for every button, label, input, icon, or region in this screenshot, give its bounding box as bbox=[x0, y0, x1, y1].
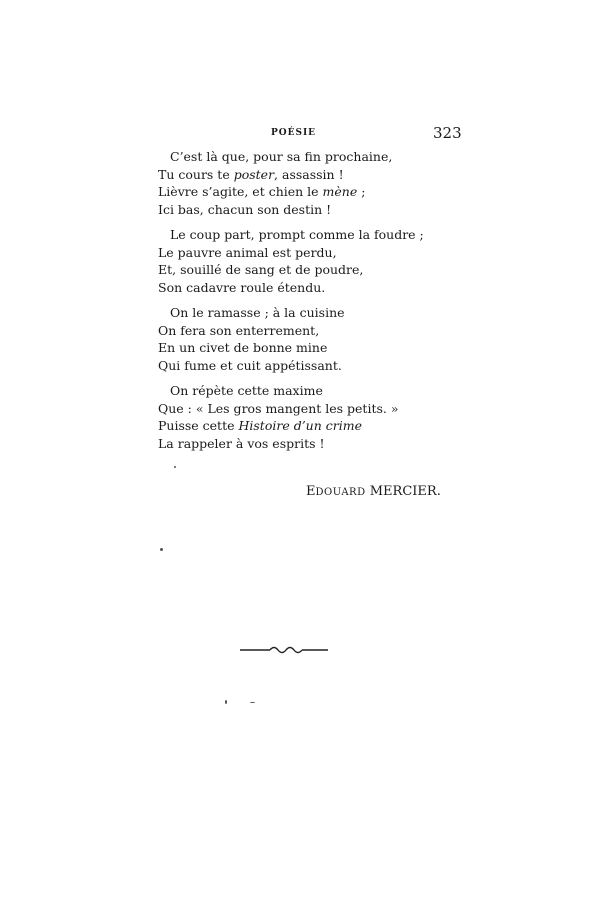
poem-stanza bbox=[158, 304, 458, 374]
line-text: La rappeler à vos esprits ! bbox=[158, 435, 325, 451]
poem-line bbox=[158, 166, 458, 184]
line-text: Lièvre s’agite, et chien le bbox=[158, 184, 323, 199]
author-first-initial: E bbox=[306, 484, 316, 499]
italic-text: Histoire d’un crime bbox=[238, 418, 362, 433]
paper-speck bbox=[250, 702, 255, 703]
poem-line bbox=[158, 244, 458, 262]
poem-line bbox=[158, 417, 458, 435]
author-signature bbox=[306, 484, 441, 499]
line-text: Ici bas, chacun son destin ! bbox=[158, 201, 332, 217]
italic-text: mène bbox=[322, 184, 358, 199]
line-text: Et, souillé de sang et de poudre, bbox=[158, 262, 364, 277]
poem-line bbox=[158, 322, 458, 340]
line-text: ; bbox=[357, 184, 366, 199]
poem-line bbox=[158, 339, 458, 357]
author-last-name: MERCIER. bbox=[369, 484, 441, 499]
line-text: , assassin ! bbox=[274, 166, 344, 182]
poem-line bbox=[158, 400, 458, 418]
poem-line bbox=[158, 357, 458, 375]
decorative-divider-ornament bbox=[240, 644, 328, 656]
paper-speck bbox=[160, 548, 163, 551]
line-text: On fera son enterrement, bbox=[158, 322, 320, 338]
poem-line bbox=[158, 201, 458, 219]
poem-line bbox=[158, 148, 458, 166]
poem-stanza bbox=[158, 148, 458, 218]
line-text: Que : « Les gros mangent les petits. » bbox=[158, 400, 399, 416]
italic-text: poster bbox=[233, 166, 275, 182]
poem-line bbox=[158, 183, 458, 201]
paper-speck bbox=[174, 466, 176, 468]
poem-line bbox=[158, 304, 458, 322]
page-number: 323 bbox=[433, 124, 462, 142]
running-header: POÉSIE bbox=[271, 128, 317, 138]
paper-speck bbox=[225, 700, 227, 704]
line-text: On le ramasse ; à la cuisine bbox=[170, 305, 345, 320]
poem-stanza bbox=[158, 382, 458, 452]
line-text: En un civet de bonne mine bbox=[158, 340, 328, 355]
line-text: Puisse cette bbox=[158, 418, 239, 433]
line-text: Le pauvre animal est perdu, bbox=[158, 244, 337, 260]
line-text: Tu cours te bbox=[158, 166, 234, 182]
line-text: Son cadavre roule étendu. bbox=[158, 279, 326, 295]
line-text: On répète cette maxime bbox=[170, 383, 323, 398]
line-text: C’est là que, pour sa fin prochaine, bbox=[170, 149, 393, 164]
line-text: Qui fume et cuit appétissant. bbox=[158, 357, 342, 373]
author-first-name-rest: DOUARD bbox=[315, 487, 366, 498]
poem bbox=[158, 148, 458, 460]
poem-stanza bbox=[158, 226, 458, 296]
poem-line bbox=[158, 382, 458, 400]
poem-line bbox=[158, 226, 458, 244]
line-text: Le coup part, prompt comme la foudre ; bbox=[170, 227, 424, 242]
poem-line bbox=[158, 279, 458, 297]
poem-line bbox=[158, 435, 458, 453]
poem-line bbox=[158, 261, 458, 279]
